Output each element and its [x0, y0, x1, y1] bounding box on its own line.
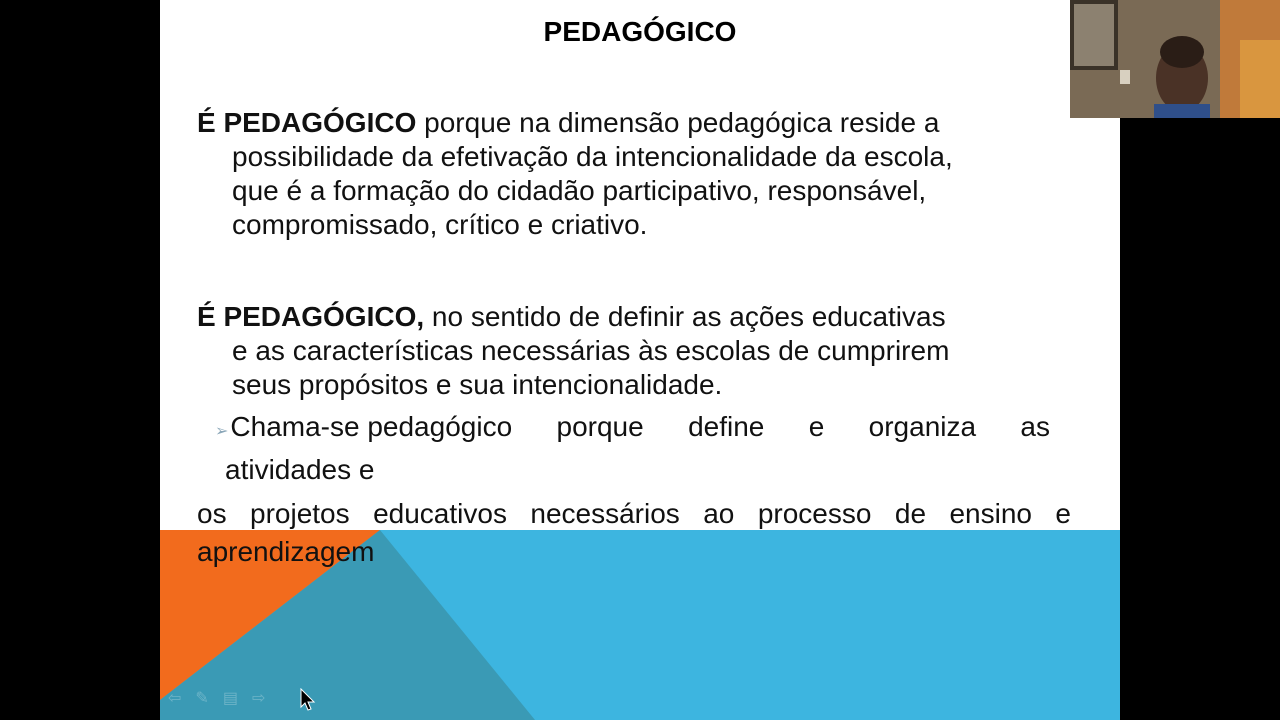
paragraph-2-line: seus propósitos e sua intencionalidade. [232, 369, 723, 400]
continuation-text [197, 495, 1071, 571]
bullet-word: porque [556, 411, 644, 442]
bullet-word: as [1020, 411, 1050, 442]
paragraph-2 [197, 300, 1071, 402]
pen-icon[interactable]: ✎ [195, 690, 209, 707]
paragraph-2-text: no sentido de definir as ações educativas [424, 301, 946, 332]
bullet-word: Chama-se pedagógico [230, 411, 513, 442]
bullet-line-2: atividades e [225, 454, 375, 485]
paragraph-1-line: compromissado, crítico e criativo. [232, 209, 648, 240]
bullet-item [215, 408, 1050, 489]
webcam-thumbnail [1070, 0, 1280, 118]
slideshow-toolbar [168, 688, 265, 708]
webcam-video [1070, 0, 1280, 118]
bullet-word: e [808, 411, 825, 442]
paragraph-1-bold: É PEDAGÓGICO [197, 107, 417, 138]
bullet-word: organiza [868, 411, 977, 442]
paragraph-1-line: que é a formação do cidadão participativo, responsável, [232, 175, 927, 206]
continuation-line-2: aprendizagem [197, 536, 375, 567]
mouse-cursor-icon [300, 688, 316, 712]
presentation-slide [160, 0, 1120, 720]
forward-arrow-icon[interactable]: ⇨ [251, 690, 266, 707]
paragraph-1 [197, 106, 1071, 242]
paragraph-1-line: possibilidade da efetivação da intencionalidade da escola, [232, 141, 953, 172]
paragraph-2-line: e as características necessárias às escolas de cumprirem [232, 335, 950, 366]
back-arrow-icon[interactable]: ⇦ [168, 690, 182, 707]
paragraph-2-bold: É PEDAGÓGICO, [197, 301, 425, 332]
continuation-line-1: os projetos educativos necessários ao processo de ensino e [197, 498, 1071, 529]
arrow-bullet-icon: ➢ [215, 423, 229, 440]
slide-title: PEDAGÓGICO [543, 16, 737, 47]
bullet-word: define [688, 411, 765, 442]
slides-icon[interactable]: ▤ [222, 690, 238, 707]
paragraph-1-text: porque na dimensão pedagógica reside a [416, 107, 940, 138]
